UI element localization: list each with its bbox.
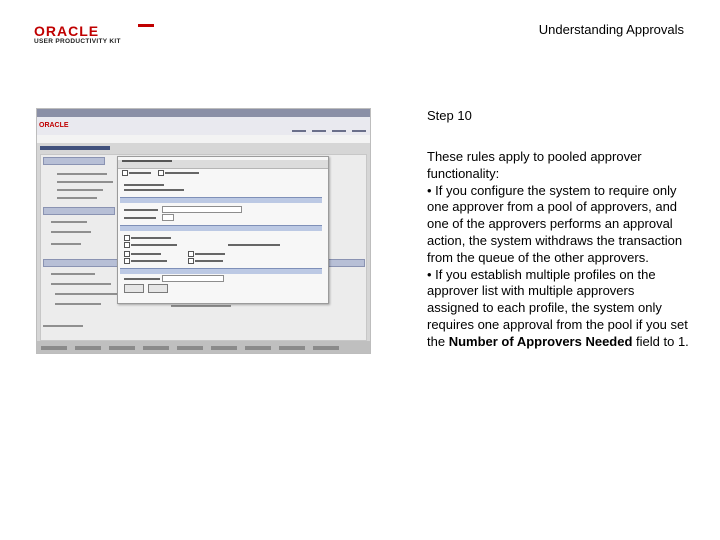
step-bullet-2 [427, 267, 689, 351]
logo-mark [138, 24, 154, 27]
oracle-upk-logo [34, 24, 154, 48]
screenshot-logo: ORACLE [39, 122, 69, 129]
screenshot-menu-bar [37, 109, 370, 117]
step-description [427, 149, 689, 351]
step-bullet-1: • If you configure the system to require only one approver from a pool of approvers, and one of the approvers performs an approval action, the system withdraws the transaction from the queue of the other approvers. [427, 182, 683, 265]
step-intro: These rules apply to pooled approver functionality: [427, 149, 642, 181]
screenshot-page-title [40, 146, 110, 150]
field-name-number-of-approvers-needed: Number of Approvers Needed [448, 333, 633, 349]
logo-brand: ORACLE [34, 23, 100, 39]
step-title: Step 10 [427, 108, 472, 123]
approval-step-definition-dialog [117, 156, 329, 304]
screenshot-toolbar [37, 341, 370, 353]
screenshot-nav [37, 135, 370, 143]
page-title: Understanding Approvals [538, 22, 684, 37]
logo-subtitle: USER PRODUCTIVITY KIT [34, 38, 121, 45]
bullet-2-text-after: field to 1. [632, 333, 689, 349]
screenshot-header [37, 117, 370, 135]
bullet-2-text-before: • If you establish multiple profiles on the approver list with multiple approvers assigned to each profile, the system only requires one approval from the pool if you set the [427, 266, 688, 349]
step-screenshot [36, 108, 371, 354]
